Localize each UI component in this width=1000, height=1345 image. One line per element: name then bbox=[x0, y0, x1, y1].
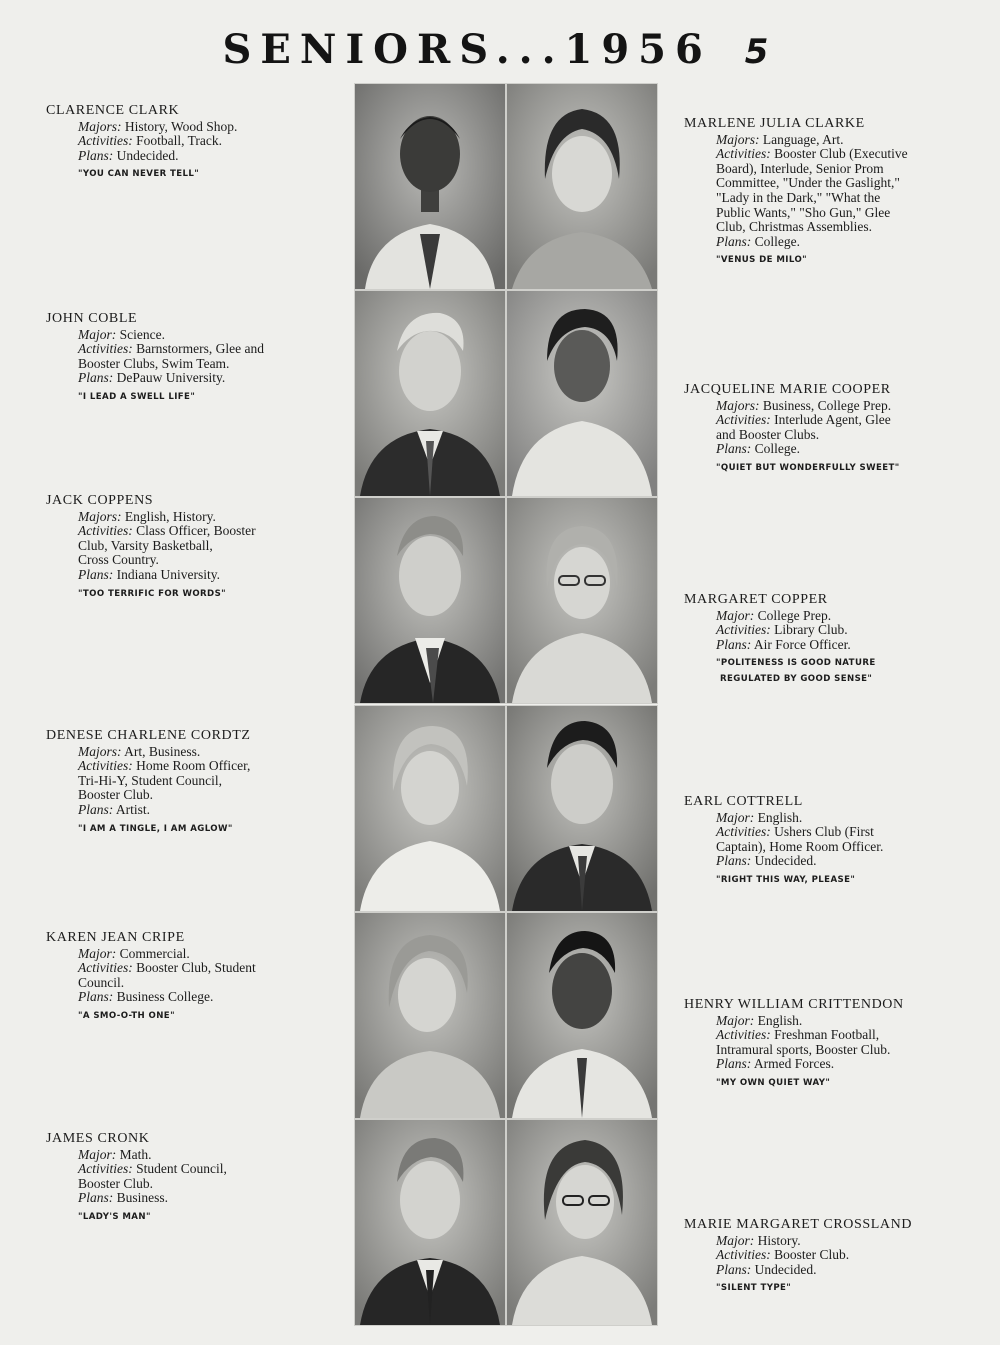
detail-label: Plans: bbox=[78, 801, 114, 817]
detail-line bbox=[716, 220, 974, 235]
student-entry bbox=[684, 1218, 974, 1296]
detail-label: Activities: bbox=[78, 523, 133, 539]
detail-line bbox=[78, 745, 328, 760]
detail-text: Booster Club. bbox=[78, 1175, 154, 1191]
detail-line bbox=[78, 553, 328, 568]
detail-line bbox=[716, 1057, 974, 1072]
student-entry bbox=[684, 795, 974, 888]
detail-text: Booster Club (Executive bbox=[774, 146, 908, 162]
detail-text: Class Officer, Booster bbox=[136, 523, 256, 539]
detail-text: Tri-Hi-Y, Student Council, bbox=[78, 772, 223, 788]
page-title bbox=[0, 26, 1000, 73]
detail-label: Majors: bbox=[78, 508, 122, 524]
detail-label: Major: bbox=[78, 326, 117, 342]
motto: "I AM A TINGLE, I AM AGLOW" bbox=[78, 823, 233, 834]
detail-label: Activities: bbox=[78, 1161, 133, 1177]
detail-line bbox=[716, 133, 974, 148]
portrait-photo bbox=[354, 497, 506, 704]
portrait-photo bbox=[506, 705, 658, 912]
motto: "LADY'S MAN" bbox=[78, 1211, 151, 1222]
detail-line bbox=[716, 1234, 974, 1249]
detail-text: Indiana University. bbox=[116, 566, 220, 582]
detail-line bbox=[78, 357, 328, 372]
detail-label: Plans: bbox=[716, 1261, 752, 1277]
detail-label: Plans: bbox=[716, 1056, 752, 1072]
detail-text: Freshman Football, bbox=[774, 1027, 880, 1043]
detail-text: Student Council, bbox=[136, 1161, 227, 1177]
detail-text: and Booster Clubs. bbox=[716, 426, 820, 442]
detail-text: English. bbox=[757, 809, 803, 825]
detail-label: Activities: bbox=[78, 758, 133, 774]
detail-line bbox=[78, 803, 328, 818]
student-name: MARIE MARGARET CROSSLAND bbox=[684, 1217, 913, 1232]
student-entry bbox=[46, 494, 328, 601]
student-name: DENESE CHARLENE CORDTZ bbox=[46, 728, 251, 743]
detail-label: Majors: bbox=[716, 131, 760, 147]
detail-text: Public Wants," "Sho Gun," Glee bbox=[716, 204, 891, 220]
detail-text: Booster Club. bbox=[774, 1247, 850, 1263]
detail-label: Activities: bbox=[716, 146, 771, 162]
detail-line bbox=[716, 1263, 974, 1278]
detail-line bbox=[716, 811, 974, 826]
detail-label: Major: bbox=[78, 945, 117, 961]
detail-line bbox=[716, 1028, 974, 1043]
detail-text: Booster Club. bbox=[78, 787, 154, 803]
detail-text: Barnstormers, Glee and bbox=[136, 341, 264, 357]
detail-label: Activities: bbox=[78, 960, 133, 976]
detail-line bbox=[716, 191, 974, 206]
detail-line bbox=[78, 328, 328, 343]
portrait-photo bbox=[354, 912, 506, 1119]
detail-line bbox=[716, 147, 974, 162]
motto: "RIGHT THIS WAY, PLEASE" bbox=[716, 874, 856, 885]
motto: "QUIET BUT WONDERFULLY SWEET" bbox=[716, 462, 900, 473]
detail-line bbox=[78, 1148, 328, 1163]
portrait-photo bbox=[354, 83, 506, 290]
detail-line bbox=[716, 442, 974, 457]
detail-line bbox=[78, 1177, 328, 1192]
student-name: CLARENCE CLARK bbox=[46, 103, 180, 118]
detail-line bbox=[716, 825, 974, 840]
detail-text: Ushers Club (First bbox=[774, 824, 874, 840]
portrait-photo bbox=[354, 705, 506, 912]
portrait-photo bbox=[506, 1119, 658, 1326]
detail-text: Artist. bbox=[115, 801, 151, 817]
detail-line bbox=[716, 206, 974, 221]
detail-text: Home Room Officer, bbox=[136, 758, 251, 774]
detail-line bbox=[78, 134, 328, 149]
detail-line bbox=[78, 1162, 328, 1177]
detail-text: Interlude Agent, Glee bbox=[774, 412, 891, 428]
detail-text: Business, College Prep. bbox=[762, 397, 892, 413]
motto: "A SMO-O-TH ONE" bbox=[78, 1010, 175, 1021]
student-name: JACQUELINE MARIE COOPER bbox=[684, 382, 891, 397]
detail-line bbox=[716, 413, 974, 428]
detail-line bbox=[78, 149, 328, 164]
detail-text: Business. bbox=[116, 1190, 169, 1206]
motto-continued: REGULATED BY GOOD SENSE" bbox=[720, 673, 873, 684]
detail-label: Plans: bbox=[716, 636, 752, 652]
detail-line bbox=[78, 524, 328, 539]
detail-text: DePauw University. bbox=[116, 370, 226, 386]
detail-line bbox=[716, 1014, 974, 1029]
detail-label: Plans: bbox=[716, 853, 752, 869]
page-number: 5 bbox=[744, 32, 778, 72]
detail-line bbox=[78, 539, 328, 554]
student-name: JOHN COBLE bbox=[46, 311, 138, 326]
detail-line bbox=[78, 788, 328, 803]
detail-line bbox=[78, 1191, 328, 1206]
detail-line bbox=[716, 235, 974, 250]
detail-line bbox=[716, 638, 974, 653]
motto: "YOU CAN NEVER TELL" bbox=[78, 169, 200, 180]
detail-label: Major: bbox=[716, 809, 755, 825]
detail-label: Plans: bbox=[78, 147, 114, 163]
student-entry bbox=[684, 383, 974, 476]
detail-label: Plans: bbox=[78, 1190, 114, 1206]
student-name: MARLENE JULIA CLARKE bbox=[684, 116, 865, 131]
detail-line bbox=[716, 1248, 974, 1263]
detail-label: Activities: bbox=[716, 412, 771, 428]
student-entry bbox=[46, 312, 328, 405]
motto: "MY OWN QUIET WAY" bbox=[716, 1077, 831, 1088]
detail-text: Art, Business. bbox=[124, 743, 201, 759]
detail-text: Club, Varsity Basketball, bbox=[78, 537, 213, 553]
detail-label: Plans: bbox=[78, 370, 114, 386]
student-entry bbox=[46, 729, 328, 836]
detail-line bbox=[716, 399, 974, 414]
student-entry bbox=[684, 998, 974, 1091]
detail-text: Cross Country. bbox=[78, 552, 159, 568]
portrait-photo bbox=[506, 290, 658, 497]
detail-text: Commercial. bbox=[119, 945, 190, 961]
detail-text: College Prep. bbox=[757, 607, 832, 623]
detail-label: Majors: bbox=[78, 743, 122, 759]
detail-label: Majors: bbox=[716, 397, 760, 413]
detail-line bbox=[78, 371, 328, 386]
detail-line bbox=[78, 976, 328, 991]
detail-text: Captain), Home Room Officer. bbox=[716, 838, 884, 854]
student-entry bbox=[46, 104, 328, 182]
student-name: MARGARET COPPER bbox=[684, 592, 828, 607]
student-name: HENRY WILLIAM CRITTENDON bbox=[684, 997, 904, 1012]
detail-line bbox=[78, 568, 328, 583]
detail-text: College. bbox=[754, 233, 800, 249]
detail-label: Major: bbox=[716, 1232, 755, 1248]
detail-text: Business College. bbox=[116, 989, 214, 1005]
detail-line bbox=[716, 1043, 974, 1058]
detail-text: Board), Interlude, Senior Prom bbox=[716, 160, 884, 176]
page-title-text: SENIORS...1956 bbox=[222, 26, 712, 73]
motto: "TOO TERRIFIC FOR WORDS" bbox=[78, 588, 227, 599]
motto: "VENUS DE MILO" bbox=[716, 255, 808, 266]
detail-text: Undecided. bbox=[116, 147, 179, 163]
detail-text: Undecided. bbox=[754, 853, 817, 869]
detail-line bbox=[716, 162, 974, 177]
portrait-photo bbox=[506, 912, 658, 1119]
detail-text: Booster Clubs, Swim Team. bbox=[78, 355, 230, 371]
detail-label: Activities: bbox=[716, 1247, 771, 1263]
detail-line bbox=[716, 609, 974, 624]
detail-line bbox=[716, 854, 974, 869]
detail-text: Library Club. bbox=[774, 622, 848, 638]
detail-line bbox=[78, 759, 328, 774]
detail-label: Majors: bbox=[78, 118, 122, 134]
detail-line bbox=[78, 947, 328, 962]
detail-text: Council. bbox=[78, 974, 125, 990]
detail-text: History. bbox=[757, 1232, 801, 1248]
portrait-photo bbox=[354, 1119, 506, 1326]
motto: "I LEAD A SWELL LIFE" bbox=[78, 391, 196, 402]
detail-text: Math. bbox=[119, 1146, 152, 1162]
student-entry bbox=[46, 1132, 328, 1225]
detail-text: Committee, "Under the Gaslight," bbox=[716, 175, 900, 191]
portrait-photo bbox=[354, 290, 506, 497]
portrait-photo bbox=[506, 83, 658, 290]
detail-label: Plans: bbox=[78, 566, 114, 582]
detail-label: Major: bbox=[716, 607, 755, 623]
detail-line bbox=[78, 961, 328, 976]
detail-line bbox=[78, 774, 328, 789]
detail-text: Club, Christmas Assemblies. bbox=[716, 219, 873, 235]
detail-label: Activities: bbox=[716, 1027, 771, 1043]
motto: "SILENT TYPE" bbox=[716, 1283, 792, 1294]
student-name: JACK COPPENS bbox=[46, 493, 154, 508]
detail-line bbox=[78, 120, 328, 135]
detail-text: Armed Forces. bbox=[753, 1056, 835, 1072]
detail-label: Plans: bbox=[78, 989, 114, 1005]
detail-text: Booster Club, Student bbox=[136, 960, 256, 976]
student-entry bbox=[684, 117, 974, 268]
detail-label: Activities: bbox=[716, 824, 771, 840]
detail-label: Activities: bbox=[716, 622, 771, 638]
detail-text: Undecided. bbox=[754, 1261, 817, 1277]
detail-label: Major: bbox=[78, 1146, 117, 1162]
motto: "POLITENESS IS GOOD NATURE bbox=[716, 658, 876, 669]
student-entry bbox=[46, 931, 328, 1024]
detail-label: Activities: bbox=[78, 133, 133, 149]
detail-text: Language, Art. bbox=[762, 131, 844, 147]
detail-line bbox=[716, 840, 974, 855]
detail-line bbox=[78, 510, 328, 525]
portrait-photo bbox=[506, 497, 658, 704]
detail-text: College. bbox=[754, 441, 800, 457]
student-entry bbox=[684, 593, 974, 687]
student-name: JAMES CRONK bbox=[46, 1131, 150, 1146]
detail-text: Air Force Officer. bbox=[753, 636, 851, 652]
detail-text: Intramural sports, Booster Club. bbox=[716, 1041, 891, 1057]
detail-line bbox=[78, 342, 328, 357]
detail-line bbox=[716, 428, 974, 443]
detail-text: Science. bbox=[119, 326, 165, 342]
student-name: KAREN JEAN CRIPE bbox=[46, 930, 185, 945]
detail-text: Football, Track. bbox=[136, 133, 222, 149]
detail-label: Plans: bbox=[716, 233, 752, 249]
detail-line bbox=[716, 176, 974, 191]
detail-text: English. bbox=[757, 1012, 803, 1028]
detail-text: English, History. bbox=[124, 508, 216, 524]
detail-line bbox=[78, 990, 328, 1005]
detail-label: Plans: bbox=[716, 441, 752, 457]
detail-text: History, Wood Shop. bbox=[124, 118, 238, 134]
detail-label: Activities: bbox=[78, 341, 133, 357]
student-name: EARL COTTRELL bbox=[684, 794, 803, 809]
detail-label: Major: bbox=[716, 1012, 755, 1028]
detail-text: "Lady in the Dark," "What the bbox=[716, 189, 881, 205]
detail-line bbox=[716, 623, 974, 638]
